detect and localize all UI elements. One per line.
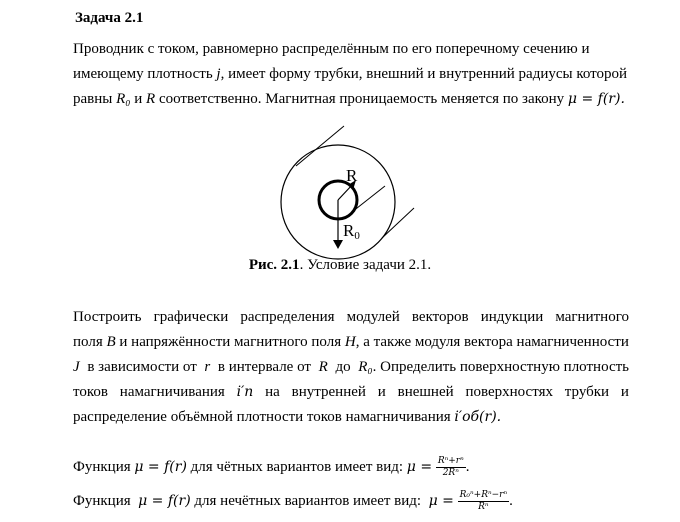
odd-formula-fraction: $\frac{\text{R₀ⁿ+Rⁿ−rⁿ}}{\text{Rⁿ}}$ (459, 490, 508, 513)
intro-line-3: равны R₀ и R соответственно. Магнитная проницаемость меняется по закону μ = f(r). (73, 91, 625, 107)
even-variant-line: Функция μ = f(r) для чётных вариантов имеет вид: μ = $\frac{\text{Rⁿ+rⁿ}}{\text{2Rⁿ}}$ . (73, 456, 470, 479)
figure-caption: Рис. 2.1. Условие задачи 2.1. (248, 257, 432, 273)
tangent-line-top (296, 126, 344, 166)
task-line-4: токов намагничивания i′п на внутренней и внешней поверхностях трубки и (73, 384, 629, 400)
odd-variant-line: Функция μ = f(r) для нечётных вариантов имеет вид: μ = $\frac{\text{R₀ⁿ+Rⁿ−rⁿ}}{\text{Rⁿ}}$ . (73, 490, 513, 513)
label-R: R (346, 166, 358, 185)
label-R0: R0 (343, 221, 360, 242)
task-line-2: поля B и напряжённости магнитного поля H, а также модуля вектора намагниченности (73, 334, 629, 350)
problem-title: Задача 2.1 (75, 10, 144, 26)
task-line-3: J в зависимости от r в интервале от R до R₀. Определить поверхностную плотность (73, 359, 629, 375)
arrowhead-R0 (333, 240, 343, 249)
even-formula-fraction: $\frac{\text{Rⁿ+rⁿ}}{\text{2Rⁿ}}$ (437, 456, 464, 479)
task-line-5: распределение объёмной плотности токов намагничивания i′об(r). (73, 409, 502, 425)
tangent-line-bottom (382, 208, 414, 238)
intro-line-1: Проводник с током, равномерно распределённым по его поперечному сечению и (73, 41, 590, 57)
intro-line-2: имеющему плотность j, имеет форму трубки, внешний и внутренний радиусы которой (73, 66, 628, 82)
task-line-1: Построить графически распределения модулей векторов индукции магнитного (73, 309, 629, 325)
task-paragraph (73, 305, 629, 430)
